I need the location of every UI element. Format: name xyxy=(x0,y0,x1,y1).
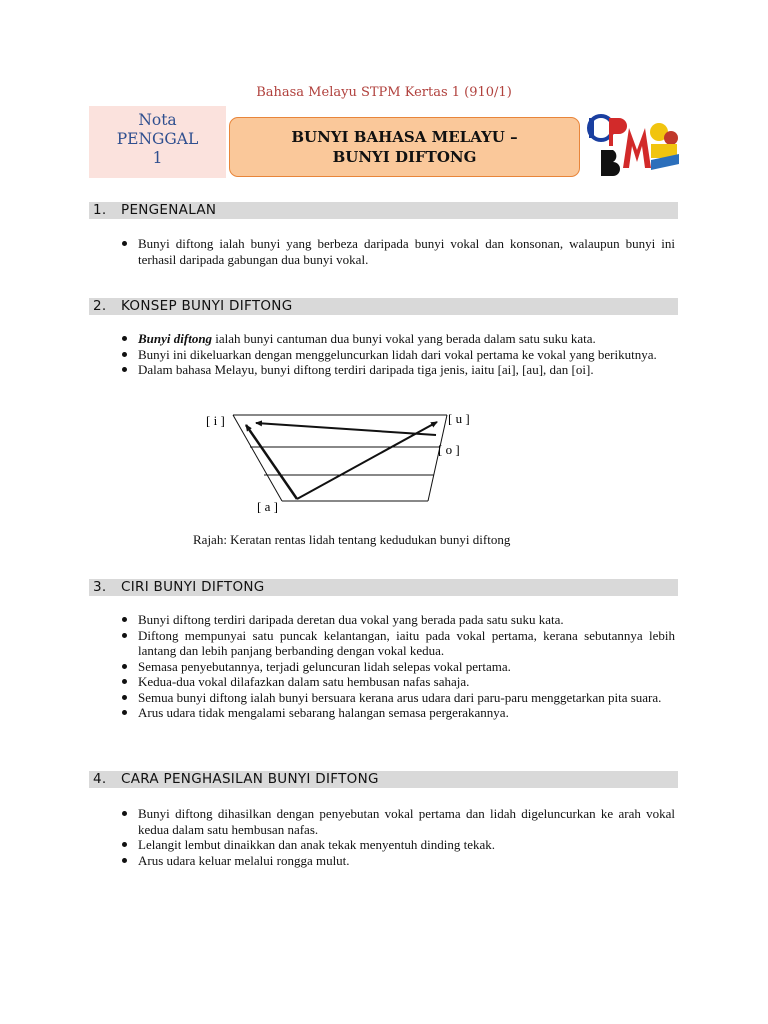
list-item: Diftong mempunyai satu puncak kelantangan, iaitu pada vokal pertama, kerana sebutannya lebih lantang dan lebih panjang berbanding dengan vokal kedua. xyxy=(138,627,675,658)
list-item-text: ialah bunyi cantuman dua bunyi vokal yang berada dalam satu suku kata. xyxy=(212,331,596,346)
diftong-arrow-oi xyxy=(256,423,436,435)
section-3-title: CIRI BUNYI DIFTONG xyxy=(121,579,265,595)
dpbm-logo xyxy=(585,110,681,180)
vowel-label-a: [ a ] xyxy=(257,499,278,514)
diagram-caption: Rajah: Keratan rentas lidah tentang kedudukan bunyi diftong xyxy=(193,532,511,547)
list-item: Bunyi diftong dihasilkan dengan penyebutan vokal pertama dan lidah digeluncurkan ke arah vokal kedua dalam satu hembusan nafas. xyxy=(138,806,675,837)
dpbm-logo-image xyxy=(589,116,679,176)
vowel-label-o: [ o ] xyxy=(438,442,460,457)
main-title-line2: BUNYI DIFTONG xyxy=(332,148,477,166)
list-item: Arus udara tidak mengalami sebarang halangan semasa pergerakannya. xyxy=(138,705,675,721)
term-bunyi-diftong: Bunyi diftong xyxy=(138,331,213,346)
list-item: Bunyi diftong ialah bunyi yang berbeza daripada bunyi vokal dan konsonan, walaupun bunyi ini terhasil daripada gabungan dua bunyi vokal. xyxy=(138,236,675,267)
section-2-title: KONSEP BUNYI DIFTONG xyxy=(121,298,293,314)
section-4-heading xyxy=(89,771,678,788)
list-item: Arus udara keluar melalui rongga mulut. xyxy=(138,853,675,869)
section-4-list xyxy=(138,806,675,868)
list-item: Dalam bahasa Melayu, bunyi diftong terdiri daripada tiga jenis, iaitu [ai], [au], dan [oi]. xyxy=(138,362,675,378)
section-3-number: 3. xyxy=(93,579,107,595)
section-3-heading xyxy=(89,579,678,596)
main-title-line1: BUNYI BAHASA MELAYU – xyxy=(291,128,518,146)
vowel-label-i: [ i ] xyxy=(206,413,225,428)
penggal-number: 1 xyxy=(152,149,163,167)
section-4-number: 4. xyxy=(93,771,107,787)
section-1-number: 1. xyxy=(93,202,107,218)
section-3-list xyxy=(138,612,675,721)
list-item xyxy=(138,331,675,347)
nota-label: Nota xyxy=(138,111,177,129)
list-item: Semasa penyebutannya, terjadi geluncuran lidah selepas vokal pertama. xyxy=(138,659,675,675)
section-1-list xyxy=(138,236,675,267)
section-2-number: 2. xyxy=(93,298,107,314)
list-item: Semua bunyi diftong ialah bunyi bersuara kerana arus udara dari paru-paru menggetarkan pita suara. xyxy=(138,690,675,706)
document-subject-title: Bahasa Melayu STPM Kertas 1 (910/1) xyxy=(256,85,512,100)
nota-penggal-box xyxy=(89,106,226,178)
section-2-heading xyxy=(89,298,678,315)
list-item: Kedua-dua vokal dilafazkan dalam satu hembusan nafas sahaja. xyxy=(138,674,675,690)
list-item: Lelangit lembut dinaikkan dan anak tekak menyentuh dinding tekak. xyxy=(138,837,675,853)
main-title-box xyxy=(229,117,580,177)
section-4-title: CARA PENGHASILAN BUNYI DIFTONG xyxy=(121,771,379,787)
section-2-list xyxy=(138,331,675,378)
section-1-title: PENGENALAN xyxy=(121,202,217,218)
list-item: Bunyi ini dikeluarkan dengan menggeluncurkan lidah dari vokal pertama ke vokal yang berikutnya. xyxy=(138,347,675,363)
tongue-diagram xyxy=(190,405,490,520)
penggal-label: PENGGAL xyxy=(116,130,199,148)
list-item: Bunyi diftong terdiri daripada deretan dua vokal yang berada pada satu suku kata. xyxy=(138,612,675,628)
section-1-heading xyxy=(89,202,678,219)
vowel-label-u: [ u ] xyxy=(448,411,470,426)
diftong-arrow-ai xyxy=(246,425,297,499)
